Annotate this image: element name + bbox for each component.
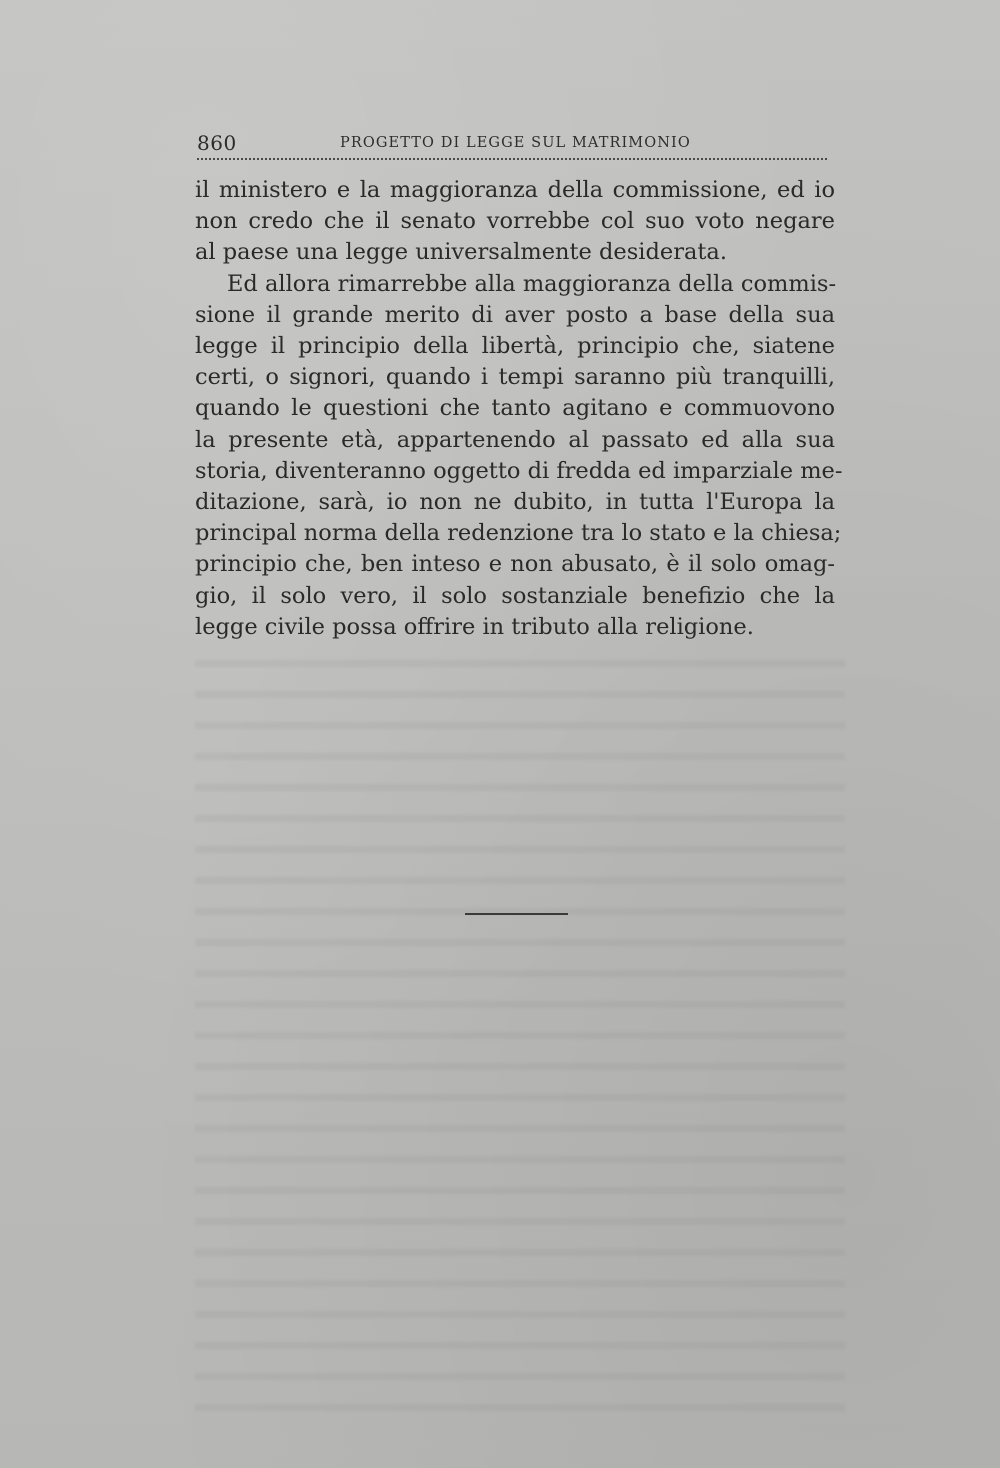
header-dotted-rule xyxy=(197,158,827,160)
text-line: Ed allora rimarrebbe alla maggioranza della commis- xyxy=(227,270,837,297)
text-line: sione il grande merito di aver posto a base della sua xyxy=(195,301,835,328)
text-line: non credo che il senato vorrebbe col suo voto negare xyxy=(195,208,835,235)
end-of-chapter-rule xyxy=(465,913,568,915)
page-number: 860 xyxy=(197,131,237,155)
text-line: principio che, ben inteso e non abusato, è il solo omag- xyxy=(195,551,835,578)
text-line: legge civile possa offrire in tributo alla religione. xyxy=(195,613,754,640)
running-title: PROGETTO DI LEGGE SUL MATRIMONIO xyxy=(340,135,691,151)
text-line: al paese una legge universalmente desiderata. xyxy=(195,239,727,266)
body-text xyxy=(195,175,843,643)
text-line: storia, diventeranno oggetto di fredda ed imparziale me- xyxy=(195,457,843,484)
text-line: la presente età, appartenendo al passato ed alla sua xyxy=(195,426,835,453)
text-line: quando le questioni che tanto agitano e commuovono xyxy=(195,395,835,422)
text-line: gio, il solo vero, il solo sostanziale benefizio che la xyxy=(195,582,835,609)
text-line: ditazione, sarà, io non ne dubito, in tutta l'Europa la xyxy=(195,489,835,516)
show-through-text xyxy=(195,660,845,1420)
text-line: legge il principio della libertà, principio che, siatene xyxy=(195,333,835,360)
text-line: certi, o signori, quando i tempi saranno più tranquilli, xyxy=(195,364,835,391)
text-line: principal norma della redenzione tra lo stato e la chiesa; xyxy=(195,520,842,547)
text-line: il ministero e la maggioranza della commissione, ed io xyxy=(195,177,835,203)
